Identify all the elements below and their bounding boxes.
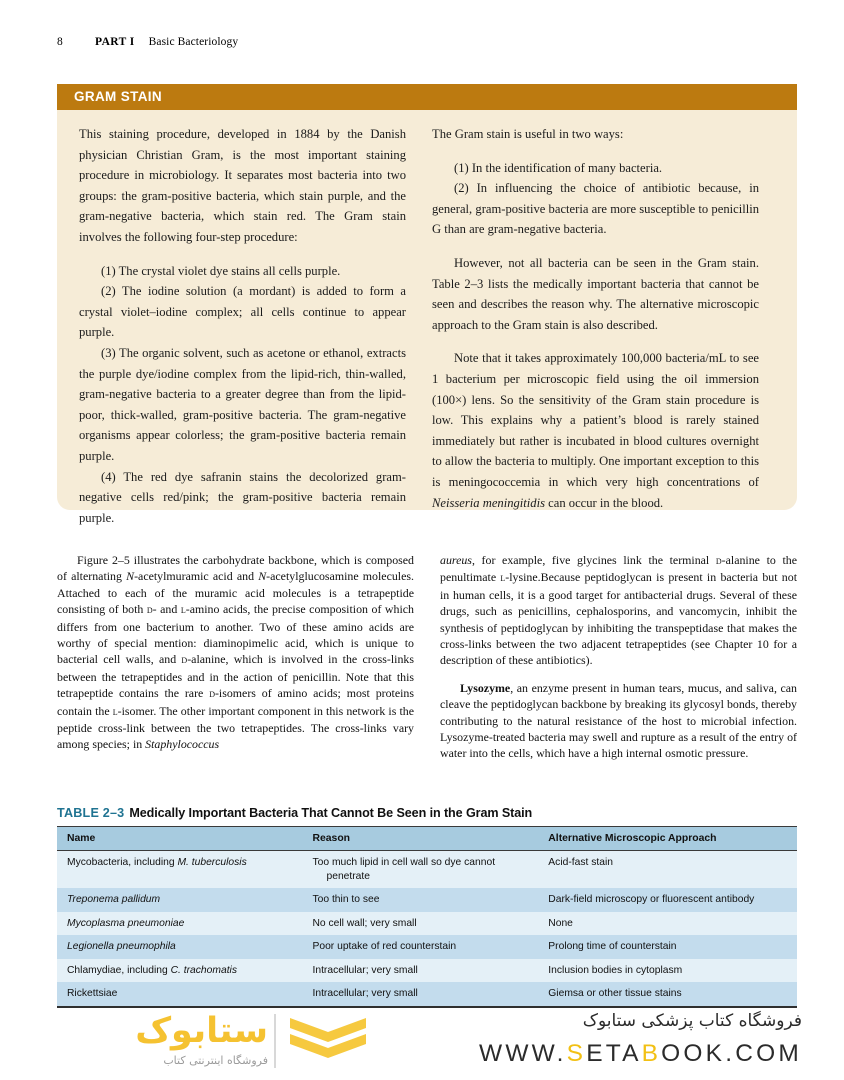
- running-head: [57, 36, 797, 48]
- text-run: Chlamydiae, including: [67, 964, 171, 976]
- text-smallcaps: l: [500, 572, 506, 585]
- text-run: -isomers of amino acids; most proteins contain the: [57, 686, 415, 718]
- body-right-column: [440, 552, 797, 773]
- site-url[interactable]: [479, 1038, 802, 1070]
- body-paragraph-crosslinks: [440, 552, 797, 669]
- table-head: [57, 827, 797, 851]
- text-run: - and: [152, 602, 181, 617]
- text-italic-species: Treponema pallidum: [67, 894, 161, 905]
- cell-reason: No cell wall; very small: [302, 912, 538, 936]
- chevron-stack-icon: [290, 1018, 366, 1066]
- cell-name: [57, 851, 302, 889]
- url-part-highlight: B: [641, 1040, 662, 1067]
- callout-step-1: (1) The crystal violet dye stains all cells purple.: [101, 263, 341, 278]
- text-run: Figure 2–5 illustrates the carbohydrate backbone, which is composed of alternating: [57, 553, 414, 584]
- table-caption: [57, 806, 797, 826]
- url-part: ETA: [586, 1040, 642, 1067]
- cell-reason: Poor uptake of red counterstain: [302, 935, 538, 959]
- site-info[interactable]: [479, 1006, 802, 1070]
- body-text-columns: [57, 552, 797, 773]
- text-run: , for example, five glycines link the terminal: [471, 553, 716, 567]
- cell-name: [57, 935, 302, 959]
- text-italic-species: M. tuberculosis: [177, 857, 247, 868]
- text-smallcaps: l: [180, 604, 186, 617]
- text-italic-genus: Staphylococcus: [145, 737, 220, 752]
- text-run: -alanine to the penultimate: [440, 553, 797, 585]
- body-paragraph-peptidoglycan: [57, 552, 414, 753]
- site-persian-title: فروشگاه کتاب پزشکی ستابوک: [582, 1011, 802, 1031]
- cell-alternative: None: [538, 912, 797, 936]
- callout-intro-paragraph: This staining procedure, developed in 1884 by the Danish physician Christian Gram, is the most important staining procedure in microbiology. It separates most bacteria into two groups: the gram-positive bacteria, which stain purple, and the gram-negative bacteria, which stain red. The Gram stain involves the following four-step procedure:: [79, 127, 406, 244]
- footer-watermark: [0, 1002, 844, 1080]
- column-header-alternative: Alternative Microscopic Approach: [538, 827, 797, 851]
- text-run-continued: penetrate: [326, 870, 370, 882]
- callout-left-column: [79, 124, 406, 528]
- text-run: -amino acids, the precise composition of which differs from one bacterium to another. Two of these amino acids are worthy of special mention: diaminopimelic acid, which is unique to bacterial cell walls, and: [57, 602, 414, 667]
- logo-divider: [274, 1014, 276, 1068]
- text-smallcaps: l: [112, 705, 118, 718]
- url-part: WWW.: [479, 1040, 567, 1067]
- column-header-reason: Reason: [302, 827, 538, 851]
- text-run: Mycobacteria, including: [67, 857, 178, 868]
- callout-uses-intro: The Gram stain is useful in two ways:: [432, 127, 624, 141]
- text-run: -lysine.Because peptidoglycan is present in bacteria but not in human cells, it is a good target for antibacterial drugs. Several of these drugs, such as penicillins, cephalosporins, and vancomycin, inhibit the synthesis of peptidoglycan by inhibiting the transpeptidase that makes the cross-links between the two adjacent tetrapeptides (see Chapter 10 for a description of these antibiotics).: [440, 570, 797, 668]
- callout-use-1: (1) In the identification of many bacteria.: [454, 160, 663, 175]
- table-row: [57, 912, 797, 936]
- callout-step-3: (3) The organic solvent, such as acetone or ethanol, extracts the purple dye/iodine complex from the lipid-rich, thin-walled, gram-negative bacteria to a greater degree than from the lipid-poor, thick-walled, gram-positive bacteria. The gram-negative organisms appear colorless; the gram-positive bacteria remain purple.: [79, 345, 406, 463]
- text-smallcaps: d: [181, 654, 188, 667]
- cell-name: [57, 912, 302, 936]
- page-number: 8: [57, 36, 63, 48]
- callout-columns: [57, 110, 797, 528]
- text-run: Too much lipid in cell wall so dye cannot: [312, 857, 496, 868]
- text-smallcaps: d: [146, 604, 153, 617]
- text-smallcaps: d: [209, 688, 215, 701]
- callout-use-2: (2) In influencing the choice of antibiotic because, in general, gram-positive bacteria are more susceptible to penicillin G than are gram-negative bacteria.: [432, 181, 759, 237]
- text-italic-species: aureus: [440, 553, 472, 567]
- cell-reason: [302, 851, 538, 889]
- callout-right-column: [432, 124, 759, 528]
- part-label: PART I: [95, 36, 135, 48]
- text-run: -isomer. The other important component in this network is the peptide cross-link between the two tetrapeptides. The cross-links vary among species; in: [57, 703, 414, 752]
- cell-alternative: Dark-field microscopy or fluorescent antibody: [538, 888, 797, 912]
- text-smallcaps: d: [715, 555, 722, 567]
- cell-reason: Intracellular; very small: [302, 959, 538, 983]
- part-title: Basic Bacteriology: [148, 36, 239, 48]
- text-run: -alanine, which is involved in the cross-links between the tetrapeptides and in the action of penicillin. Note that this tetrapeptide contains the rare: [57, 652, 414, 701]
- cell-alternative: Prolong time of counterstain: [538, 935, 797, 959]
- text-run: -acetylglucosamine molecules. Attached to each of the muramic acid molecules is a tetrapeptide consisting of both: [57, 569, 414, 617]
- bacteria-table: [57, 826, 797, 1008]
- callout-note-species: Neisseria meningitidis: [432, 495, 545, 510]
- text-run: -acetylmuramic acid and: [134, 569, 259, 584]
- table-number: TABLE 2–3: [57, 806, 125, 820]
- body-left-column: [57, 552, 414, 773]
- text-italic: N: [258, 569, 267, 584]
- table-row: [57, 959, 797, 983]
- callout-note-paragraph: [432, 348, 759, 513]
- logo-tagline: فروشگاه اینترنتی کتاب: [163, 1054, 268, 1067]
- cell-alternative: Acid-fast stain: [538, 851, 797, 889]
- table-row: [57, 935, 797, 959]
- table-row: [57, 851, 797, 889]
- text-italic-species: C. trachomatis: [170, 964, 237, 976]
- cell-alternative: Giemsa or other tissue stains: [538, 982, 797, 1007]
- cell-name: [57, 959, 302, 983]
- gram-stain-banner: [57, 84, 797, 110]
- cell-name: Rickettsiae: [57, 982, 302, 1007]
- logo-wordmark: ستابوک: [135, 1011, 268, 1051]
- table-2-3: [57, 806, 797, 1008]
- text-italic-species: Legionella pneumophila: [67, 941, 176, 952]
- banner-title: GRAM STAIN: [74, 89, 162, 104]
- callout-note-text-a: Note that it takes approximately 100,000 bacteria/mL to see 1 bacterium per microscopic field using the oil immersion (100×) lens. So the sensitivity of the Gram stain procedure is low. This explains why a patient’s blood is rarely stained immediately but rather is incubated in blood cultures overnight to allow the bacteria to multiply. One important exception to this is meningococcemia in which very high concentrations of: [432, 351, 759, 489]
- url-part: OOK.COM: [661, 1040, 802, 1067]
- text-bold-lysozyme: Lysozyme: [460, 680, 511, 695]
- text-run: , an enzyme present in human tears, mucus, and saliva, can cleave the peptidoglycan backbone by breaking its glycosyl bonds, thereby contributing to the natural resistance of the host to microbial infection. Lysozyme-treated bacteria may swell and rupture as a result of the entry of water into the cells, which have a high internal osmotic pressure.: [440, 680, 797, 761]
- column-header-name: Name: [57, 827, 302, 851]
- callout-however-paragraph: However, not all bacteria can be seen in the Gram stain. Table 2–3 lists the medically important bacteria that cannot be seen and describes the reason why. The alternative microscopic approach to the Gram stain is also described.: [432, 255, 759, 332]
- text-italic: N: [126, 569, 135, 584]
- gram-stain-callout-box: [57, 110, 797, 525]
- table-title: Medically Important Bacteria That Cannot Be Seen in the Gram Stain: [129, 806, 533, 820]
- cell-alternative: Inclusion bodies in cytoplasm: [538, 959, 797, 983]
- callout-step-4: (4) The red dye safranin stains the decolorized gram-negative cells red/pink; the gram-positive bacteria remain purple.: [79, 469, 406, 525]
- table-row: [57, 888, 797, 912]
- setabook-logo[interactable]: [78, 1008, 378, 1076]
- table-header-row: [57, 827, 797, 851]
- body-paragraph-lysozyme: [440, 680, 797, 762]
- text-italic-species: Mycoplasma pneumoniae: [67, 917, 185, 929]
- callout-step-2: (2) The iodine solution (a mordant) is added to form a crystal violet–iodine complex; all cells continue to appear purple.: [79, 284, 406, 340]
- cell-name: [57, 888, 302, 912]
- spacer: [432, 240, 759, 253]
- cell-reason: Intracellular; very small: [302, 982, 538, 1007]
- url-part-highlight: S: [566, 1040, 587, 1067]
- cell-reason: Too thin to see: [302, 888, 538, 912]
- table-body: [57, 851, 797, 1007]
- callout-note-text-b: can occur in the blood.: [545, 495, 664, 510]
